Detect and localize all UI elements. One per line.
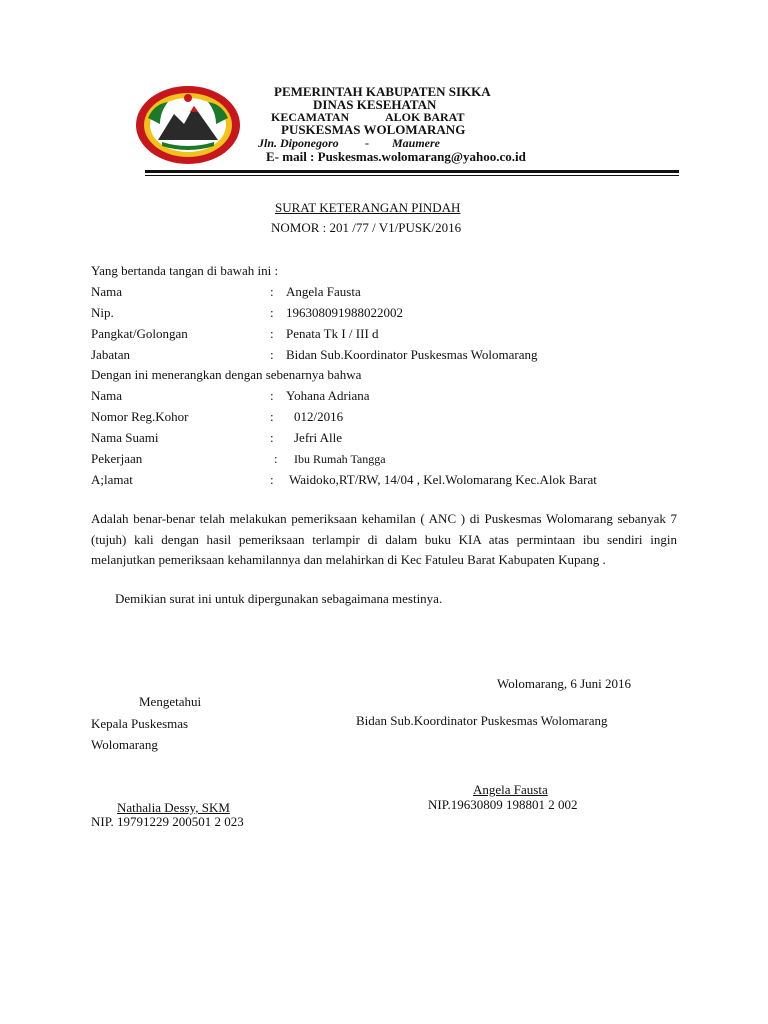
- field-value: Ibu Rumah Tangga: [294, 452, 386, 466]
- field-value: 196308091988022002: [286, 305, 403, 320]
- signer-intro: Yang bertanda tangan di bawah ini :: [91, 263, 279, 278]
- midwife-nip: NIP.19630809 198801 2 002: [428, 797, 578, 812]
- field-separator: :: [274, 451, 278, 466]
- place-date: Wolomarang, 6 Juni 2016: [497, 676, 631, 691]
- letter-number: NOMOR : 201 /77 / V1/PUSK/2016: [271, 220, 462, 235]
- head-location: Wolomarang: [91, 737, 158, 752]
- field-label: Nama: [91, 284, 123, 299]
- letter-title: SURAT KETERANGAN PINDAH: [275, 200, 461, 215]
- header-rule-thick: [145, 170, 679, 173]
- header-kecamatan-label: KECAMATAN: [271, 110, 350, 124]
- acknowledged-label: Mengetahui: [139, 694, 202, 709]
- field-separator: :: [270, 284, 274, 299]
- header-address-sep: -: [365, 136, 369, 150]
- field-separator: :: [270, 472, 274, 487]
- field-separator: :: [270, 430, 274, 445]
- field-label: Pangkat/Golongan: [91, 326, 188, 341]
- subject-intro: Dengan ini menerangkan dengan sebenarnya bahwa: [91, 367, 362, 382]
- header-puskesmas: PUSKESMAS WOLOMARANG: [281, 122, 466, 137]
- header-government: PEMERINTAH KABUPATEN SIKKA: [274, 84, 491, 99]
- header-rule-thin: [145, 175, 679, 176]
- field-label: Jabatan: [91, 347, 130, 362]
- body-paragraph: Adalah benar-benar telah melakukan pemeriksaan kehamilan ( ANC ) di Puskesmas Wolomarang sebanyak 7 (tujuh) kali dengan hasil pemeriksaan terlampir di dalam buku KIA atas permintaan ibu sendiri ingin melanjutkan pemeriksaan kehamilannya dan melahirkan di Kec Fatuleu Barat Kabupaten Kupang .: [91, 511, 677, 567]
- midwife-name: Angela Fausta: [473, 782, 548, 797]
- field-label: Nomor Reg.Kohor: [91, 409, 189, 424]
- field-separator: :: [270, 326, 274, 341]
- head-name: Nathalia Dessy, SKM: [117, 800, 230, 815]
- header-address-street: Jln. Diponegoro: [258, 136, 339, 150]
- field-separator: :: [270, 305, 274, 320]
- field-value: 012/2016: [294, 409, 344, 424]
- field-value: Waidoko,RT/RW, 14/04 , Kel.Wolomarang Kec.Alok Barat: [289, 472, 597, 487]
- field-label: Nip.: [91, 305, 114, 320]
- head-nip: NIP. 19791229 200501 2 023: [91, 814, 244, 829]
- header-email: E- mail : Puskesmas.wolomarang@yahoo.co.id: [266, 149, 526, 164]
- field-label: Nama: [91, 388, 123, 403]
- header-agency: DINAS KESEHATAN: [313, 97, 437, 112]
- field-value: Angela Fausta: [286, 284, 361, 299]
- field-label: Nama Suami: [91, 430, 159, 445]
- field-separator: :: [270, 388, 274, 403]
- closing-sentence: Demikian surat ini untuk dipergunakan sebagaimana mestinya.: [115, 591, 443, 606]
- header-kecamatan-value: ALOK BARAT: [385, 110, 465, 124]
- field-label: Pekerjaan: [91, 451, 143, 466]
- field-separator: :: [270, 347, 274, 362]
- midwife-title: Bidan Sub.Koordinator Puskesmas Wolomarang: [356, 713, 608, 728]
- field-value: Bidan Sub.Koordinator Puskesmas Wolomarang: [286, 347, 538, 362]
- field-value: Jefri Alle: [294, 430, 343, 445]
- field-label: A;lamat: [91, 472, 133, 487]
- field-value: Yohana Adriana: [286, 388, 370, 403]
- field-value: Penata Tk I / III d: [286, 326, 379, 341]
- header-address-city: Maumere: [392, 136, 440, 150]
- field-separator: :: [270, 409, 274, 424]
- kabupaten-sikka-emblem: [134, 84, 242, 166]
- head-title: Kepala Puskesmas: [91, 716, 189, 731]
